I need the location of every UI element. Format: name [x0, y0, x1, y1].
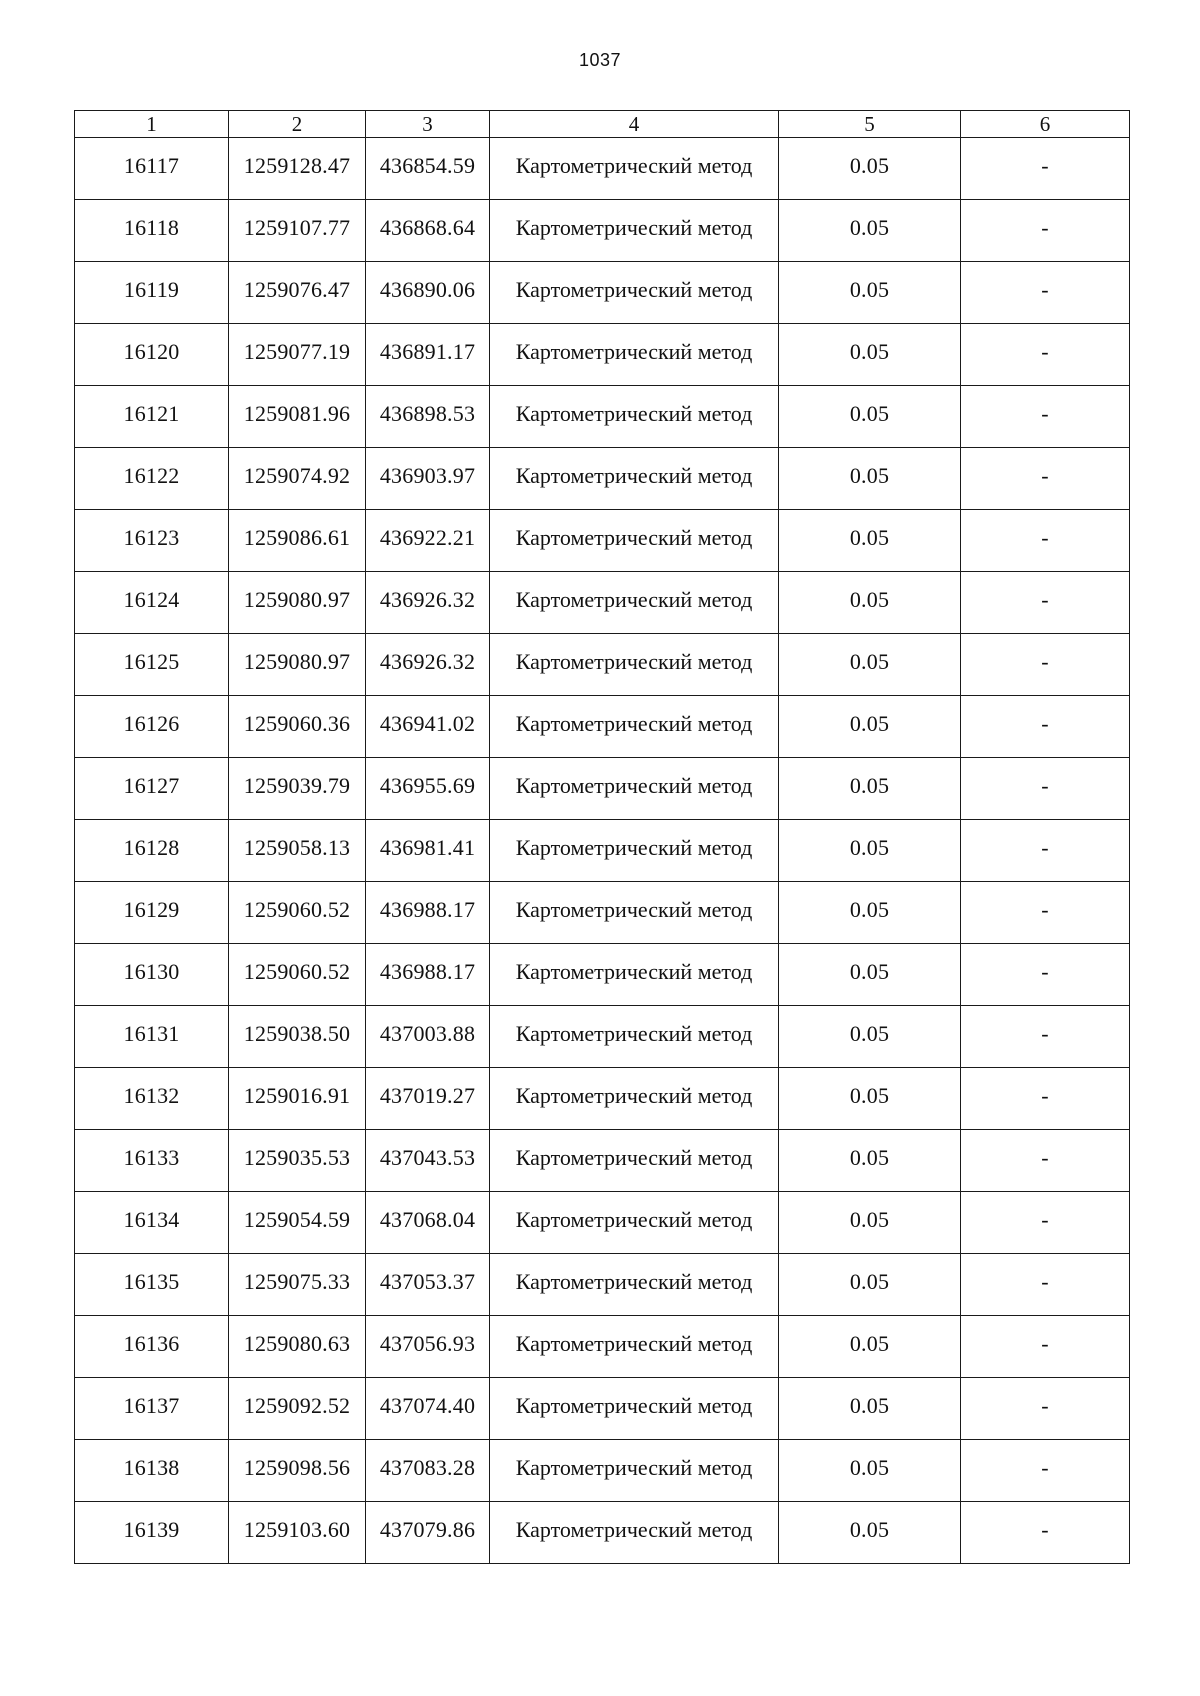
x-coordinate-cell: 1259075.33	[229, 1254, 366, 1316]
accuracy-cell: 0.05	[779, 696, 961, 758]
column-header: 1	[75, 111, 229, 138]
y-coordinate-cell: 437074.40	[366, 1378, 490, 1440]
accuracy-cell: 0.05	[779, 1378, 961, 1440]
x-coordinate-cell: 1259092.52	[229, 1378, 366, 1440]
point-number-cell: 16137	[75, 1378, 229, 1440]
y-coordinate-cell: 436898.53	[366, 386, 490, 448]
accuracy-cell: 0.05	[779, 1440, 961, 1502]
note-cell: -	[961, 820, 1130, 882]
table-body	[75, 138, 1130, 1564]
method-cell: Картометрический метод	[490, 324, 779, 386]
accuracy-cell: 0.05	[779, 1068, 961, 1130]
table-row	[75, 758, 1130, 820]
method-cell: Картометрический метод	[490, 820, 779, 882]
method-cell: Картометрический метод	[490, 696, 779, 758]
x-coordinate-cell: 1259060.52	[229, 882, 366, 944]
page-number: 1037	[578, 50, 622, 70]
method-cell: Картометрический метод	[490, 1254, 779, 1316]
table-row	[75, 1130, 1130, 1192]
method-cell: Картометрический метод	[490, 1130, 779, 1192]
note-cell: -	[961, 1316, 1130, 1378]
y-coordinate-cell: 437043.53	[366, 1130, 490, 1192]
note-cell: -	[961, 1192, 1130, 1254]
note-cell: -	[961, 572, 1130, 634]
accuracy-cell: 0.05	[779, 262, 961, 324]
method-cell: Картометрический метод	[490, 758, 779, 820]
note-cell: -	[961, 324, 1130, 386]
table-row	[75, 1068, 1130, 1130]
method-cell: Картометрический метод	[490, 1068, 779, 1130]
y-coordinate-cell: 437068.04	[366, 1192, 490, 1254]
accuracy-cell: 0.05	[779, 138, 961, 200]
coordinates-table	[74, 110, 1130, 1564]
x-coordinate-cell: 1259080.97	[229, 634, 366, 696]
x-coordinate-cell: 1259080.63	[229, 1316, 366, 1378]
point-number-cell: 16117	[75, 138, 229, 200]
point-number-cell: 16126	[75, 696, 229, 758]
x-coordinate-cell: 1259077.19	[229, 324, 366, 386]
x-coordinate-cell: 1259098.56	[229, 1440, 366, 1502]
x-coordinate-cell: 1259076.47	[229, 262, 366, 324]
point-number-cell: 16120	[75, 324, 229, 386]
accuracy-cell: 0.05	[779, 944, 961, 1006]
x-coordinate-cell: 1259060.36	[229, 696, 366, 758]
method-cell: Картометрический метод	[490, 386, 779, 448]
table-row	[75, 324, 1130, 386]
y-coordinate-cell: 437019.27	[366, 1068, 490, 1130]
table-row	[75, 1192, 1130, 1254]
method-cell: Картометрический метод	[490, 200, 779, 262]
accuracy-cell: 0.05	[779, 572, 961, 634]
y-coordinate-cell: 436890.06	[366, 262, 490, 324]
point-number-cell: 16124	[75, 572, 229, 634]
y-coordinate-cell: 437079.86	[366, 1502, 490, 1564]
note-cell: -	[961, 634, 1130, 696]
table-row	[75, 1502, 1130, 1564]
column-header: 3	[366, 111, 490, 138]
table-row	[75, 510, 1130, 572]
table-row	[75, 200, 1130, 262]
note-cell: -	[961, 1378, 1130, 1440]
table-row	[75, 944, 1130, 1006]
point-number-cell: 16130	[75, 944, 229, 1006]
method-cell: Картометрический метод	[490, 138, 779, 200]
accuracy-cell: 0.05	[779, 448, 961, 510]
table-row	[75, 138, 1130, 200]
point-number-cell: 16129	[75, 882, 229, 944]
point-number-cell: 16136	[75, 1316, 229, 1378]
point-number-cell: 16134	[75, 1192, 229, 1254]
method-cell: Картометрический метод	[490, 1440, 779, 1502]
x-coordinate-cell: 1259107.77	[229, 200, 366, 262]
y-coordinate-cell: 437083.28	[366, 1440, 490, 1502]
accuracy-cell: 0.05	[779, 200, 961, 262]
table-row	[75, 1006, 1130, 1068]
x-coordinate-cell: 1259016.91	[229, 1068, 366, 1130]
method-cell: Картометрический метод	[490, 1502, 779, 1564]
note-cell: -	[961, 1006, 1130, 1068]
note-cell: -	[961, 882, 1130, 944]
table-row	[75, 1254, 1130, 1316]
note-cell: -	[961, 1068, 1130, 1130]
note-cell: -	[961, 386, 1130, 448]
table-row	[75, 1316, 1130, 1378]
method-cell: Картометрический метод	[490, 882, 779, 944]
column-header: 2	[229, 111, 366, 138]
method-cell: Картометрический метод	[490, 1192, 779, 1254]
method-cell: Картометрический метод	[490, 1378, 779, 1440]
point-number-cell: 16123	[75, 510, 229, 572]
point-number-cell: 16138	[75, 1440, 229, 1502]
accuracy-cell: 0.05	[779, 758, 961, 820]
point-number-cell: 16127	[75, 758, 229, 820]
x-coordinate-cell: 1259080.97	[229, 572, 366, 634]
table-row	[75, 696, 1130, 758]
x-coordinate-cell: 1259103.60	[229, 1502, 366, 1564]
note-cell: -	[961, 758, 1130, 820]
accuracy-cell: 0.05	[779, 1254, 961, 1316]
x-coordinate-cell: 1259086.61	[229, 510, 366, 572]
table-row	[75, 634, 1130, 696]
point-number-cell: 16121	[75, 386, 229, 448]
accuracy-cell: 0.05	[779, 634, 961, 696]
y-coordinate-cell: 436981.41	[366, 820, 490, 882]
y-coordinate-cell: 436988.17	[366, 944, 490, 1006]
point-number-cell: 16139	[75, 1502, 229, 1564]
note-cell: -	[961, 262, 1130, 324]
accuracy-cell: 0.05	[779, 1130, 961, 1192]
accuracy-cell: 0.05	[779, 510, 961, 572]
table-row	[75, 820, 1130, 882]
x-coordinate-cell: 1259035.53	[229, 1130, 366, 1192]
accuracy-cell: 0.05	[779, 1316, 961, 1378]
x-coordinate-cell: 1259128.47	[229, 138, 366, 200]
method-cell: Картометрический метод	[490, 634, 779, 696]
accuracy-cell: 0.05	[779, 1006, 961, 1068]
y-coordinate-cell: 436941.02	[366, 696, 490, 758]
x-coordinate-cell: 1259039.79	[229, 758, 366, 820]
x-coordinate-cell: 1259074.92	[229, 448, 366, 510]
table-row	[75, 386, 1130, 448]
method-cell: Картометрический метод	[490, 1316, 779, 1378]
accuracy-cell: 0.05	[779, 1502, 961, 1564]
column-header: 6	[961, 111, 1130, 138]
column-header: 4	[490, 111, 779, 138]
note-cell: -	[961, 510, 1130, 572]
point-number-cell: 16122	[75, 448, 229, 510]
table-row	[75, 1440, 1130, 1502]
y-coordinate-cell: 436922.21	[366, 510, 490, 572]
point-number-cell: 16118	[75, 200, 229, 262]
point-number-cell: 16132	[75, 1068, 229, 1130]
y-coordinate-cell: 436854.59	[366, 138, 490, 200]
x-coordinate-cell: 1259058.13	[229, 820, 366, 882]
y-coordinate-cell: 436868.64	[366, 200, 490, 262]
y-coordinate-cell: 436955.69	[366, 758, 490, 820]
method-cell: Картометрический метод	[490, 572, 779, 634]
point-number-cell: 16133	[75, 1130, 229, 1192]
note-cell: -	[961, 1254, 1130, 1316]
method-cell: Картометрический метод	[490, 448, 779, 510]
note-cell: -	[961, 200, 1130, 262]
y-coordinate-cell: 437056.93	[366, 1316, 490, 1378]
x-coordinate-cell: 1259054.59	[229, 1192, 366, 1254]
point-number-cell: 16119	[75, 262, 229, 324]
table-row	[75, 262, 1130, 324]
y-coordinate-cell: 437053.37	[366, 1254, 490, 1316]
y-coordinate-cell: 436926.32	[366, 572, 490, 634]
column-header: 5	[779, 111, 961, 138]
note-cell: -	[961, 138, 1130, 200]
x-coordinate-cell: 1259038.50	[229, 1006, 366, 1068]
note-cell: -	[961, 1502, 1130, 1564]
point-number-cell: 16131	[75, 1006, 229, 1068]
table-row	[75, 448, 1130, 510]
accuracy-cell: 0.05	[779, 324, 961, 386]
y-coordinate-cell: 436926.32	[366, 634, 490, 696]
point-number-cell: 16125	[75, 634, 229, 696]
y-coordinate-cell: 436903.97	[366, 448, 490, 510]
accuracy-cell: 0.05	[779, 1192, 961, 1254]
y-coordinate-cell: 436891.17	[366, 324, 490, 386]
table-row	[75, 572, 1130, 634]
accuracy-cell: 0.05	[779, 882, 961, 944]
note-cell: -	[961, 1130, 1130, 1192]
x-coordinate-cell: 1259060.52	[229, 944, 366, 1006]
point-number-cell: 16128	[75, 820, 229, 882]
table-row	[75, 882, 1130, 944]
x-coordinate-cell: 1259081.96	[229, 386, 366, 448]
method-cell: Картометрический метод	[490, 262, 779, 324]
note-cell: -	[961, 944, 1130, 1006]
method-cell: Картометрический метод	[490, 944, 779, 1006]
note-cell: -	[961, 448, 1130, 510]
accuracy-cell: 0.05	[779, 820, 961, 882]
table-header-row	[75, 111, 1130, 138]
table-row	[75, 1378, 1130, 1440]
method-cell: Картометрический метод	[490, 1006, 779, 1068]
y-coordinate-cell: 437003.88	[366, 1006, 490, 1068]
accuracy-cell: 0.05	[779, 386, 961, 448]
method-cell: Картометрический метод	[490, 510, 779, 572]
note-cell: -	[961, 1440, 1130, 1502]
note-cell: -	[961, 696, 1130, 758]
y-coordinate-cell: 436988.17	[366, 882, 490, 944]
point-number-cell: 16135	[75, 1254, 229, 1316]
